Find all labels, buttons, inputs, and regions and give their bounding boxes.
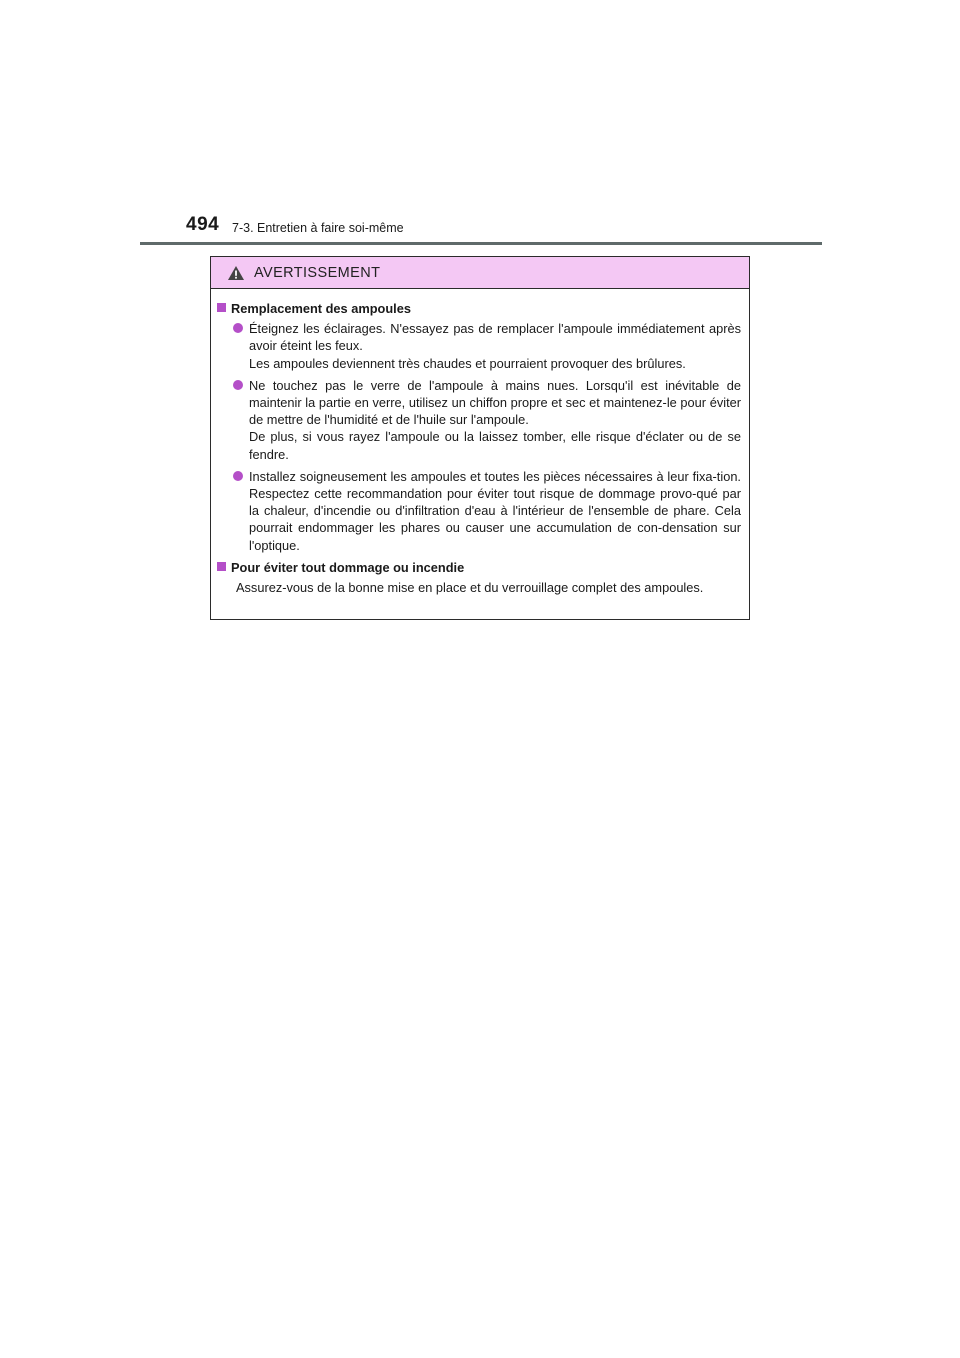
warning-triangle-icon — [227, 265, 245, 281]
warning-title: AVERTISSEMENT — [254, 264, 381, 281]
item-text: Les ampoules deviennent très chaudes et pourraient provoquer des brûlures. — [249, 355, 686, 371]
item-text: Installez soigneusement les ampoules et toutes les pièces nécessaires à leur fixa-tion. Respectez cette recommandation pour éviter tout risque de dommage provo-qué par la chaleur, d'incendie ou d'infiltration d'eau à l'intérieur de l'ensemble de phare. Cela pourrait endommager les phares ou causer une accumulation de con-densation sur l'optique. — [249, 468, 741, 553]
square-bullet-icon — [217, 562, 226, 571]
item-text: Ne touchez pas le verre de l'ampoule à mains nues. Lorsqu'il est inévitable de maintenir la partie en verre, utilisez un chiffon propre et sec et maintenez-le pour éviter de mettre de l'humidité et de l'huile sur l'ampoule. — [249, 377, 741, 428]
section-heading — [217, 559, 741, 576]
warning-header — [211, 257, 749, 289]
circle-bullet-icon — [233, 323, 243, 333]
warning-box — [210, 256, 750, 620]
section-bulb-replacement — [217, 300, 741, 554]
circle-bullet-icon — [233, 380, 243, 390]
item-text: De plus, si vous rayez l'ampoule ou la laissez tomber, elle risque d'éclater ou de se fendre. — [249, 429, 741, 462]
header-rule — [140, 242, 822, 245]
item-text: Éteignez les éclairages. N'essayez pas de remplacer l'ampoule immédiatement après avoir éteint les feux. — [249, 321, 741, 354]
warning-body — [211, 289, 749, 596]
section-heading-text: Pour éviter tout dommage ou incendie — [231, 559, 465, 575]
page-number: 494 — [186, 214, 220, 235]
list-item — [217, 468, 741, 554]
section-heading-text: Remplacement des ampoules — [231, 301, 411, 316]
section-title: 7-3. Entretien à faire soi-même — [232, 221, 404, 235]
section-heading — [217, 300, 741, 317]
list-item — [217, 377, 741, 463]
section-damage-prevention — [217, 559, 741, 596]
section-text: Assurez-vous de la bonne mise en place et du verrouillage complet des ampoules. — [236, 580, 704, 596]
circle-bullet-icon — [233, 471, 243, 481]
square-bullet-icon — [217, 303, 226, 312]
list-item — [217, 320, 741, 372]
